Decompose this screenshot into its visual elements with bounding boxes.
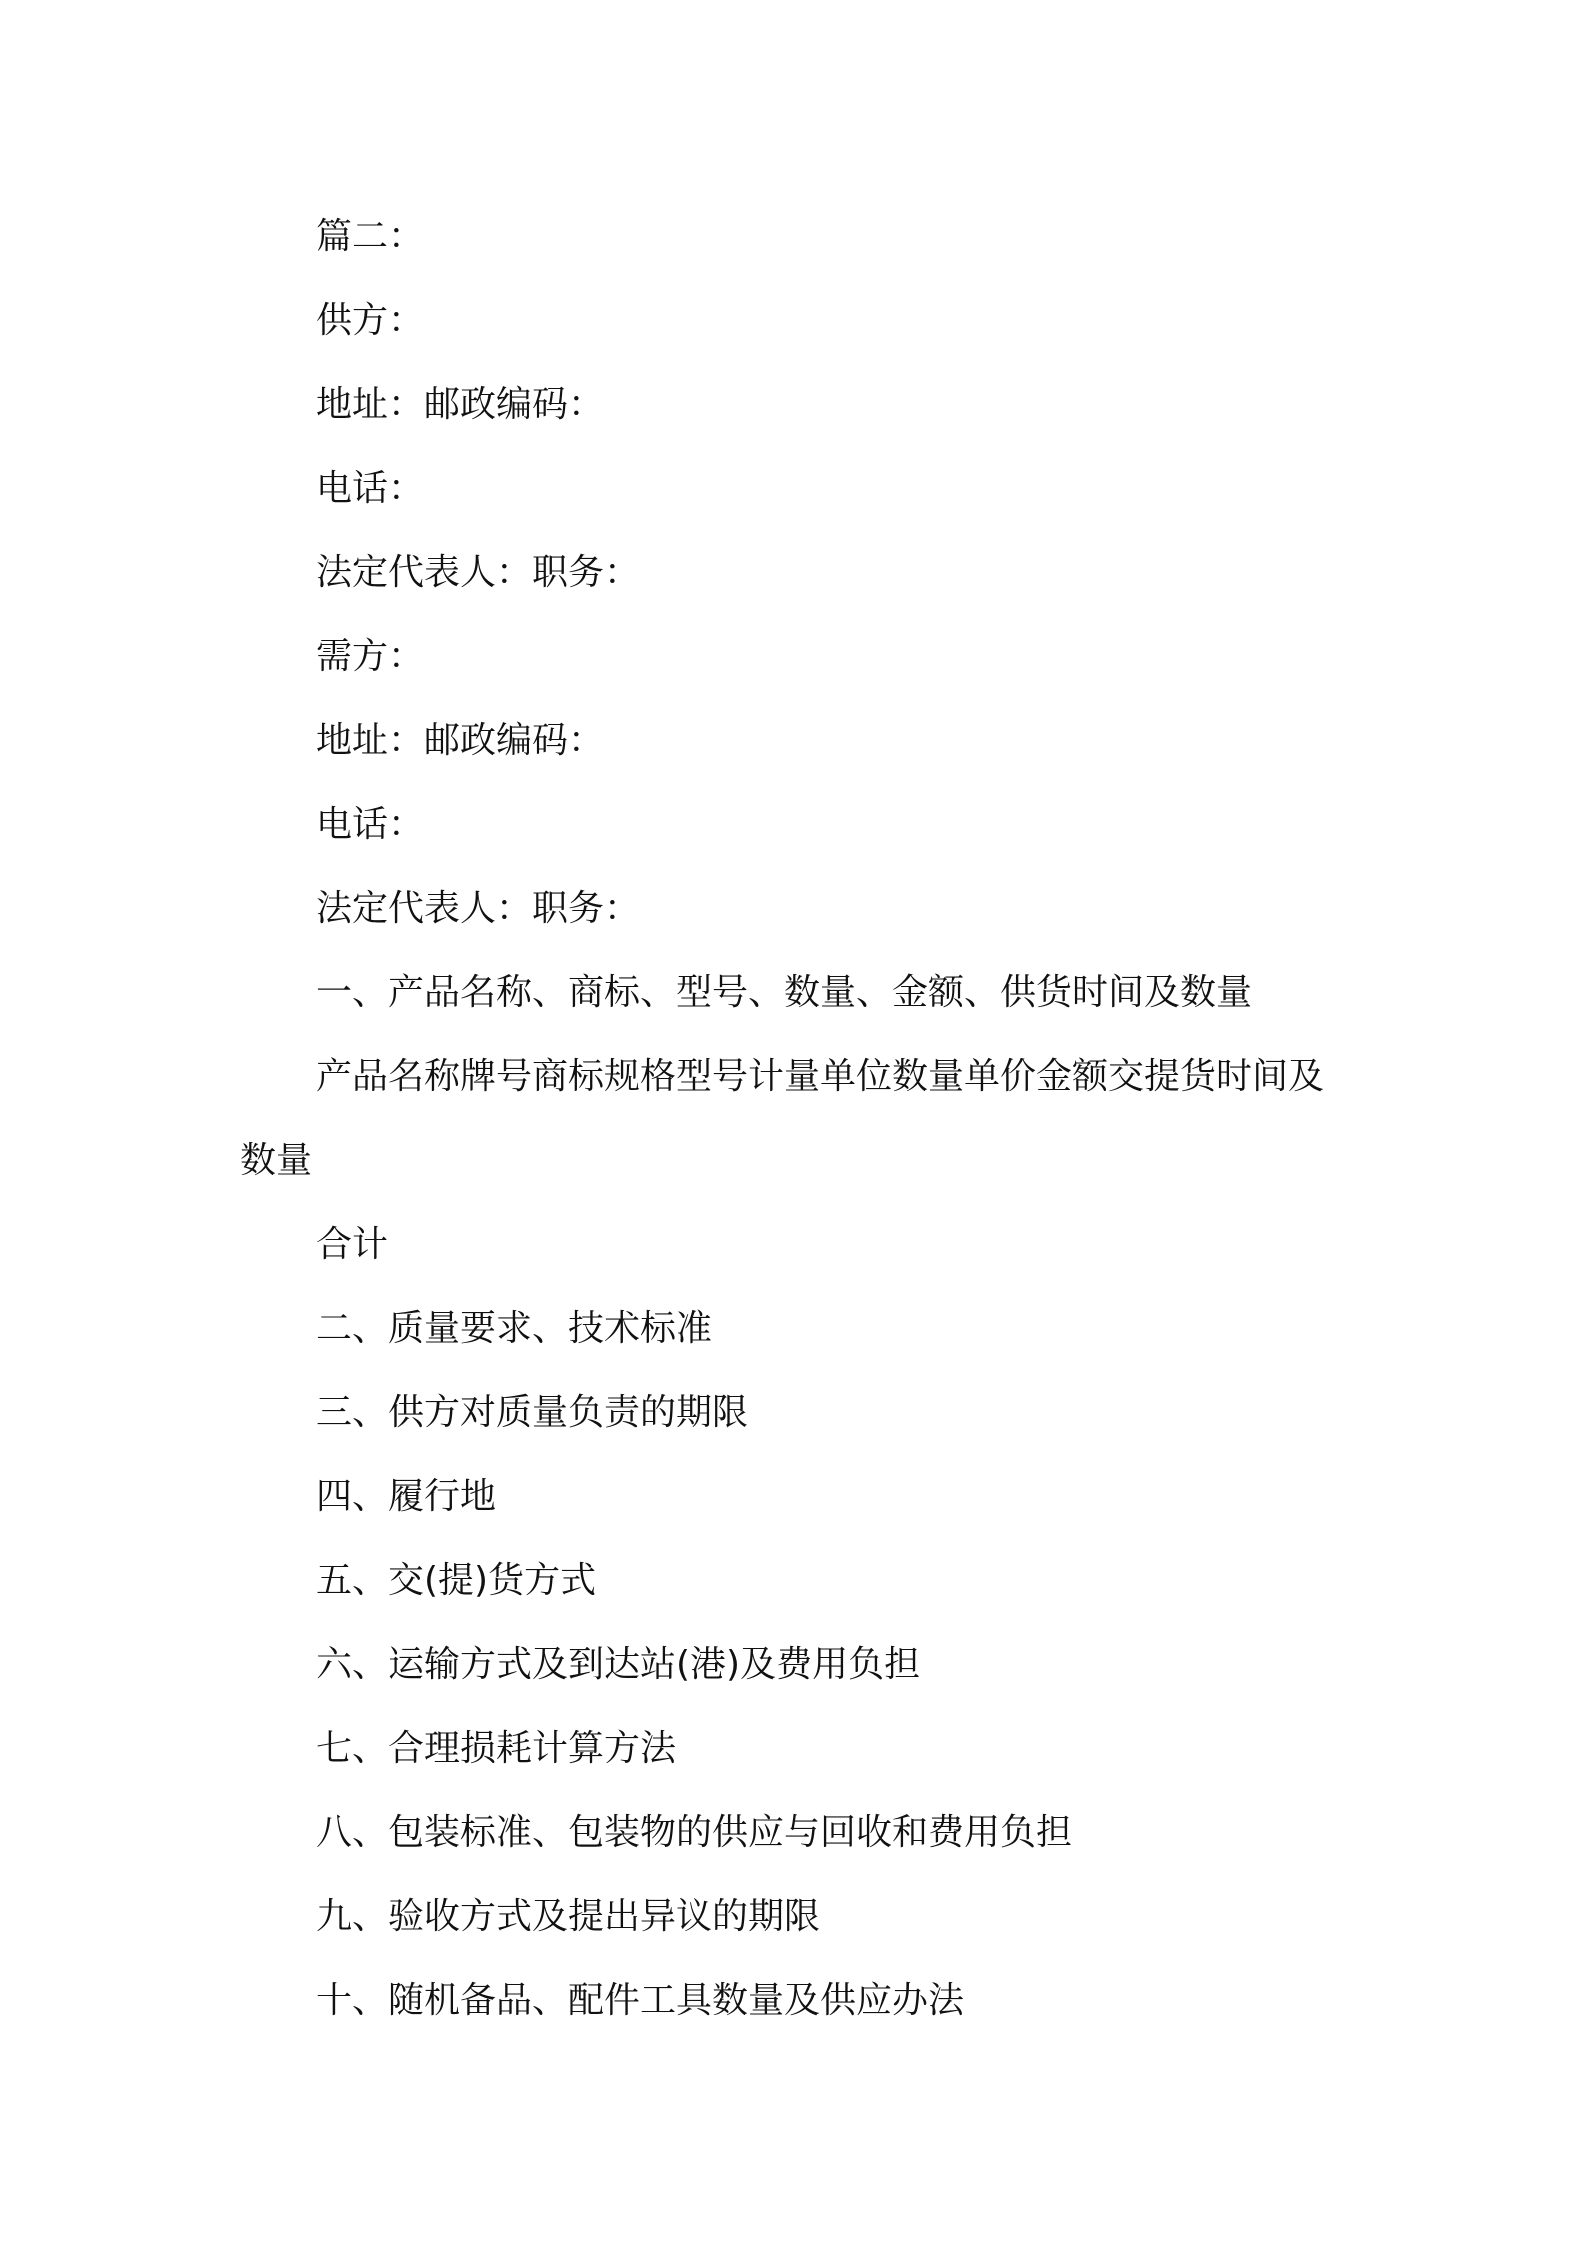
clause-3-heading: 三、供方对质量负责的期限 — [316, 1392, 749, 1433]
buyer-representative-label: 法定代表人：职务： — [316, 888, 641, 929]
clause-5-heading: 五、交(提)货方式 — [316, 1560, 597, 1601]
clause-1-heading: 一、产品名称、商标、型号、数量、金额、供货时间及数量 — [316, 972, 1253, 1013]
total-label: 合计 — [316, 1224, 389, 1265]
clause-4-heading: 四、履行地 — [316, 1476, 497, 1517]
product-table-header: 产品名称牌号商标规格型号计量单位数量单价金额交提货时间及数量 — [240, 1056, 1325, 1181]
buyer-label: 需方： — [316, 636, 425, 677]
clause-8-heading: 八、包装标准、包装物的供应与回收和费用负担 — [316, 1812, 1073, 1853]
supplier-label: 供方： — [316, 300, 425, 341]
section-heading: 篇二： — [316, 216, 425, 257]
clause-7-heading: 七、合理损耗计算方法 — [316, 1728, 677, 1769]
clause-2-heading: 二、质量要求、技术标准 — [316, 1308, 713, 1349]
document-body — [240, 195, 1350, 2043]
buyer-phone-label: 电话： — [316, 804, 425, 845]
supplier-representative-label: 法定代表人：职务： — [316, 552, 641, 593]
supplier-address-label: 地址：邮政编码： — [316, 384, 605, 425]
clause-10-heading: 十、随机备品、配件工具数量及供应办法 — [316, 1980, 965, 2021]
clause-9-heading: 九、验收方式及提出异议的期限 — [316, 1896, 821, 1937]
supplier-phone-label: 电话： — [316, 468, 425, 509]
buyer-address-label: 地址：邮政编码： — [316, 720, 605, 761]
clause-6-heading: 六、运输方式及到达站(港)及费用负担 — [316, 1644, 921, 1685]
